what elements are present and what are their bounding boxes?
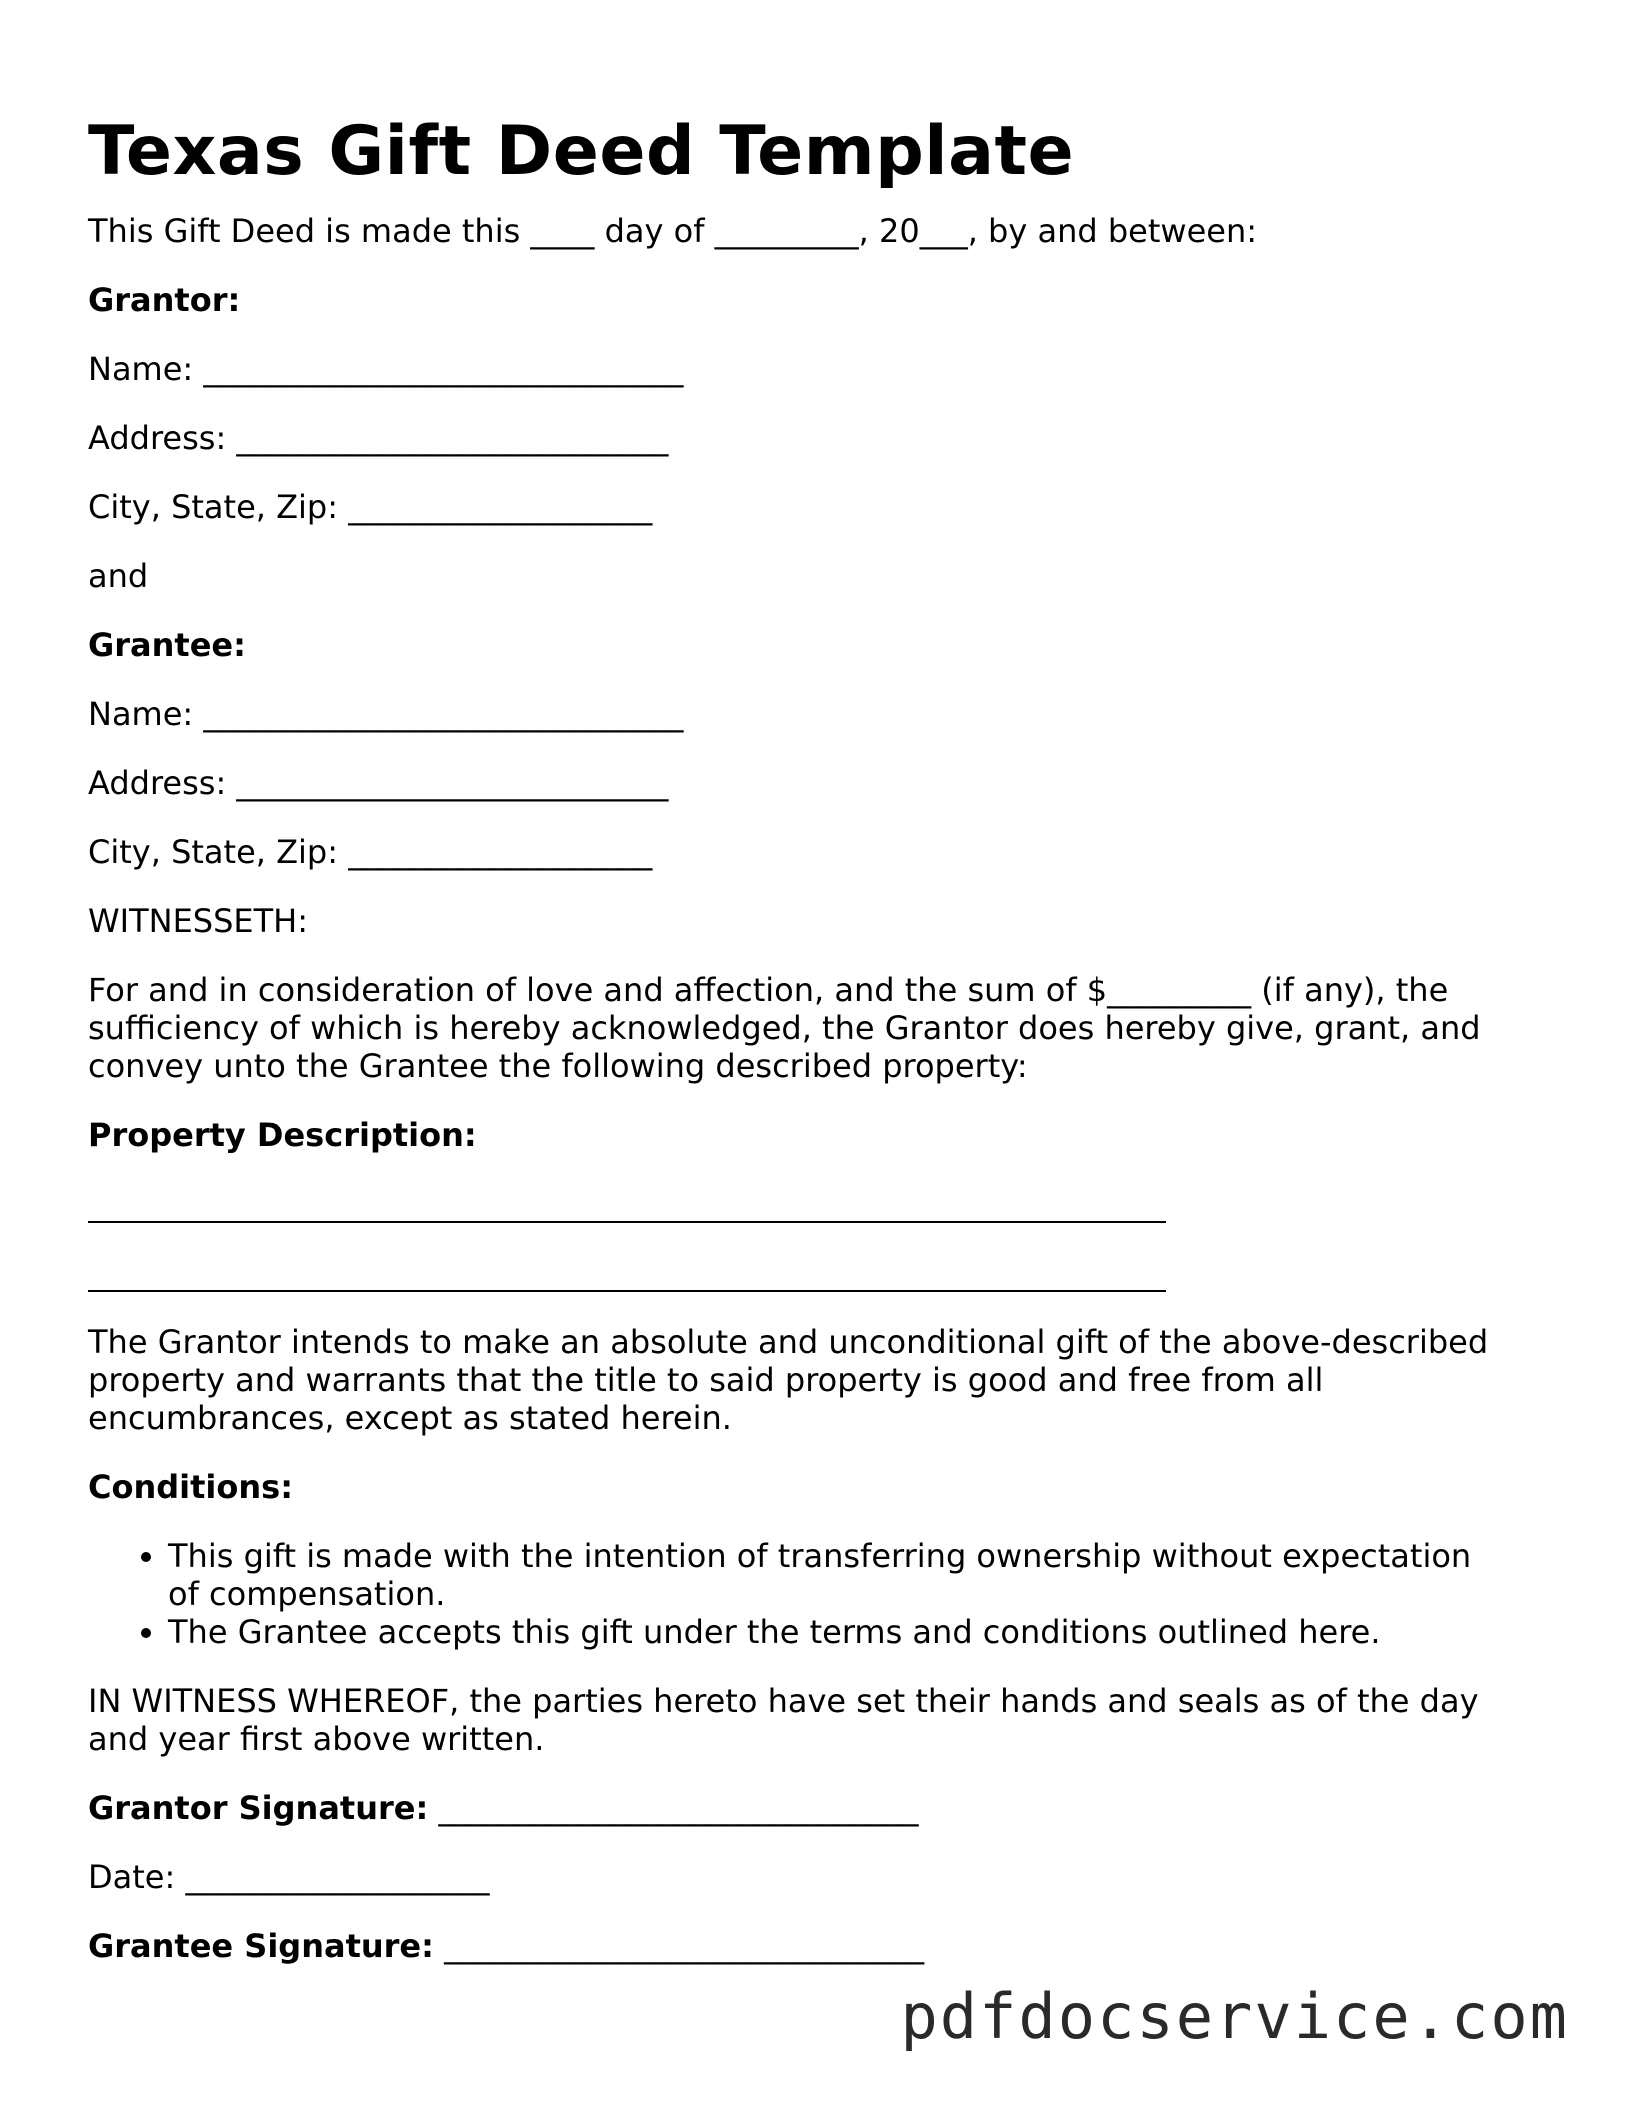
document-title: Texas Gift Deed Template (88, 112, 1075, 191)
list-item: • The Grantee accepts this gift under the terms and conditions outlined here. (168, 1613, 1508, 1651)
grantee-city-field[interactable]: City, State, Zip: ___________________ (88, 833, 653, 871)
property-description-heading: Property Description: (88, 1116, 477, 1154)
intro-text: This Gift Deed is made this ____ day of _________, 20___, by and between: (88, 212, 1257, 250)
witnesseth-heading: WITNESSETH: (88, 902, 309, 940)
property-description-line-1[interactable] (88, 1185, 1508, 1223)
grantor-address-field[interactable]: Address: ___________________________ (88, 419, 669, 457)
watermark: pdfdocservice.com (900, 1980, 1569, 2053)
grantee-address-field[interactable]: Address: ___________________________ (88, 764, 669, 802)
grantor-heading: Grantor: (88, 281, 241, 319)
conditions-heading: Conditions: (88, 1468, 293, 1506)
intent-paragraph: The Grantor intends to make an absolute and unconditional gift of the above-described property and warrants that the title to said property is good and free from all encumbrances, except as stated herein. (88, 1323, 1499, 1437)
blank-line (88, 1221, 1166, 1223)
grantor-signature-blank[interactable]: ______________________________ (428, 1789, 919, 1827)
date-field[interactable]: Date: ___________________ (88, 1858, 490, 1896)
grantor-signature-row[interactable] (88, 1789, 1508, 1827)
grantee-name-field[interactable]: Name: ______________________________ (88, 695, 684, 733)
property-description-line-2[interactable] (88, 1254, 1508, 1292)
consideration-paragraph: For and in consideration of love and affection, and the sum of $_________ (if any), the sufficiency of which is hereby acknowledged, the Grantor does hereby give, grant, and convey unto the Grantee the following described property: (88, 971, 1491, 1085)
list-item: • This gift is made with the intention of transferring ownership without expectation of compensation. (168, 1537, 1508, 1613)
and-text: and (88, 557, 149, 595)
conditions-list (88, 1537, 1508, 1651)
grantee-signature-label: Grantee Signature: (88, 1927, 434, 1965)
document-page (88, 110, 1508, 1996)
grantee-heading: Grantee: (88, 626, 246, 664)
grantor-city-field[interactable]: City, State, Zip: ___________________ (88, 488, 653, 526)
grantor-name-field[interactable]: Name: ______________________________ (88, 350, 684, 388)
blank-line (88, 1290, 1166, 1292)
grantee-signature-blank[interactable]: ______________________________ (433, 1927, 925, 1965)
grantor-signature-label: Grantor Signature: (88, 1789, 429, 1827)
grantee-signature-row[interactable] (88, 1927, 1508, 1965)
witness-clause: IN WITNESS WHEREOF, the parties hereto have set their hands and seals as of the day and year first above written. (88, 1682, 1489, 1758)
